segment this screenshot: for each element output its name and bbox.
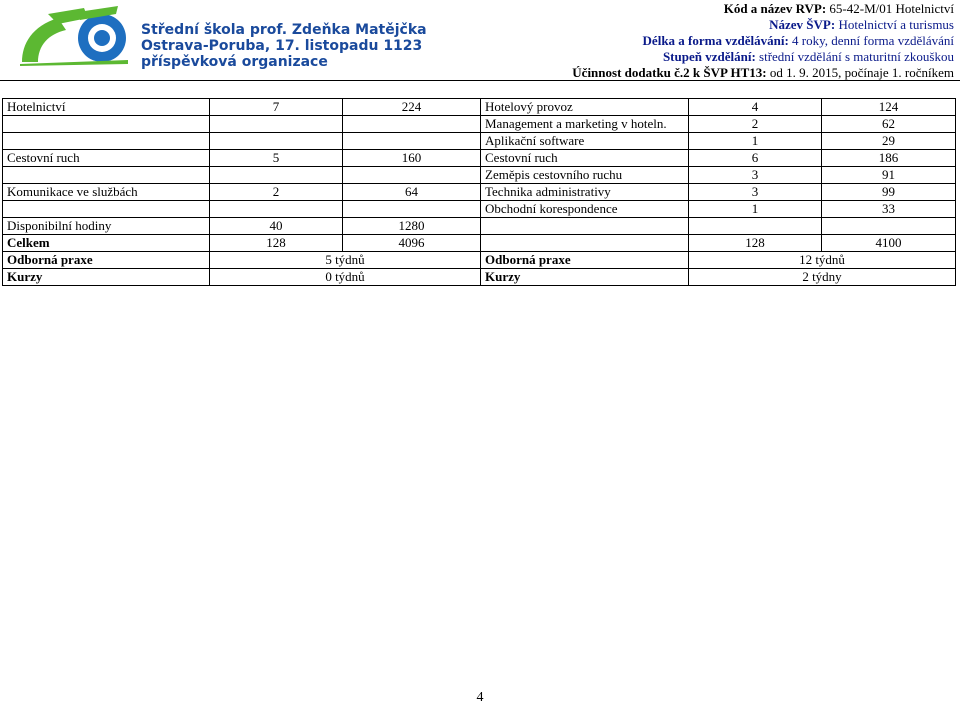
table-cell: 33 (822, 201, 956, 218)
school-line-3: příspěvková organizace (141, 54, 328, 70)
table-cell (210, 167, 343, 184)
table-cell (3, 167, 210, 184)
table-row (3, 167, 956, 184)
table-cell (689, 218, 822, 235)
table-cell: 224 (343, 99, 481, 116)
logo-green-arc (22, 18, 66, 62)
kurzy-row-label-left: Kurzy (3, 269, 210, 286)
table-row (3, 184, 956, 201)
table-cell: Obchodní korespondence (481, 201, 689, 218)
table-cell: 99 (822, 184, 956, 201)
table-cell (3, 133, 210, 150)
stupen-line (572, 49, 954, 65)
table-cell (343, 116, 481, 133)
ucinnost-value: od 1. 9. 2015, počínaje 1. ročníkem (769, 65, 954, 80)
table-cell (343, 201, 481, 218)
table-cell: Technika administrativy (481, 184, 689, 201)
table-cell (343, 167, 481, 184)
odborna-praxe-row-label-left: Odborná praxe (3, 252, 210, 269)
table-cell: Management a marketing v hoteln. (481, 116, 689, 133)
ucinnost-line (572, 65, 954, 81)
table-cell: 1280 (343, 218, 481, 235)
school-logo (18, 4, 130, 66)
kurzy-row-value-right: 2 týdny (689, 269, 956, 286)
school-name (141, 22, 427, 70)
rvp-label: Kód a název RVP: (723, 1, 827, 16)
table-cell: 1 (689, 201, 822, 218)
table-cell: Zeměpis cestovního ruchu (481, 167, 689, 184)
table-cell: 160 (343, 150, 481, 167)
odborna-praxe-row-value-left: 5 týdnů (210, 252, 481, 269)
table-cell: 40 (210, 218, 343, 235)
table-cell (481, 218, 689, 235)
table-cell: Komunikace ve službách (3, 184, 210, 201)
table-cell (3, 116, 210, 133)
program-info (572, 1, 954, 81)
table-cell: Hotelnictví (3, 99, 210, 116)
kurzy-row-value-left: 0 týdnů (210, 269, 481, 286)
table-cell: 186 (822, 150, 956, 167)
rvp-value: 65-42-M/01 Hotelnictví (829, 1, 954, 16)
odborna-praxe-row-label-right: Odborná praxe (481, 252, 689, 269)
table-cell (210, 133, 343, 150)
curriculum-table-body (3, 99, 956, 286)
table-row (3, 133, 956, 150)
table-cell: 3 (689, 167, 822, 184)
table-cell: 4100 (822, 235, 956, 252)
table-cell: 3 (689, 184, 822, 201)
odborna-praxe-row (3, 252, 956, 269)
table-cell: 4096 (343, 235, 481, 252)
table-cell: 6 (689, 150, 822, 167)
table-cell: 128 (210, 235, 343, 252)
table-cell: 4 (689, 99, 822, 116)
table-cell: Cestovní ruch (481, 150, 689, 167)
table-cell: 5 (210, 150, 343, 167)
odborna-praxe-row-value-right: 12 týdnů (689, 252, 956, 269)
table-cell: 7 (210, 99, 343, 116)
delka-line (572, 33, 954, 49)
table-cell (481, 235, 689, 252)
table-cell: 62 (822, 116, 956, 133)
table-cell: Celkem (3, 235, 210, 252)
page-number: 4 (476, 690, 484, 705)
table-cell (343, 133, 481, 150)
table-cell (3, 201, 210, 218)
table-row (3, 201, 956, 218)
kurzy-row (3, 269, 956, 286)
stupen-label: Stupeň vzdělání: (662, 49, 756, 64)
school-line-1: Střední škola prof. Zdeňka Matějčka (141, 22, 427, 38)
table-row (3, 150, 956, 167)
rvp-line (572, 1, 954, 17)
table-cell: Hotelový provoz (481, 99, 689, 116)
delka-label: Délka a forma vzdělávání: (642, 33, 789, 48)
delka-value: 4 roky, denní forma vzdělávání (792, 33, 954, 48)
table-row (3, 99, 956, 116)
table-row (3, 235, 956, 252)
school-line-2: Ostrava-Poruba, 17. listopadu 1123 (141, 38, 423, 54)
ucinnost-label: Účinnost dodatku č.2 k ŠVP HT13: (572, 65, 767, 80)
table-cell (210, 116, 343, 133)
table-cell: 124 (822, 99, 956, 116)
table-cell: 2 (210, 184, 343, 201)
table-row (3, 116, 956, 133)
kurzy-row-label-right: Kurzy (481, 269, 689, 286)
table-cell: Aplikační software (481, 133, 689, 150)
svp-value: Hotelnictví a turismus (838, 17, 954, 32)
header-divider (0, 80, 960, 81)
curriculum-table (2, 98, 956, 286)
table-row (3, 218, 956, 235)
table-cell (210, 201, 343, 218)
svp-label: Název ŠVP: (769, 17, 836, 32)
table-cell: 2 (689, 116, 822, 133)
table-cell: 1 (689, 133, 822, 150)
table-cell: Cestovní ruch (3, 150, 210, 167)
table-cell: 128 (689, 235, 822, 252)
svp-line (572, 17, 954, 33)
table-cell (822, 218, 956, 235)
stupen-value: střední vzdělání s maturitní zkouškou (759, 49, 954, 64)
table-cell: 64 (343, 184, 481, 201)
table-cell: 29 (822, 133, 956, 150)
table-cell: Disponibilní hodiny (3, 218, 210, 235)
table-cell: 91 (822, 167, 956, 184)
